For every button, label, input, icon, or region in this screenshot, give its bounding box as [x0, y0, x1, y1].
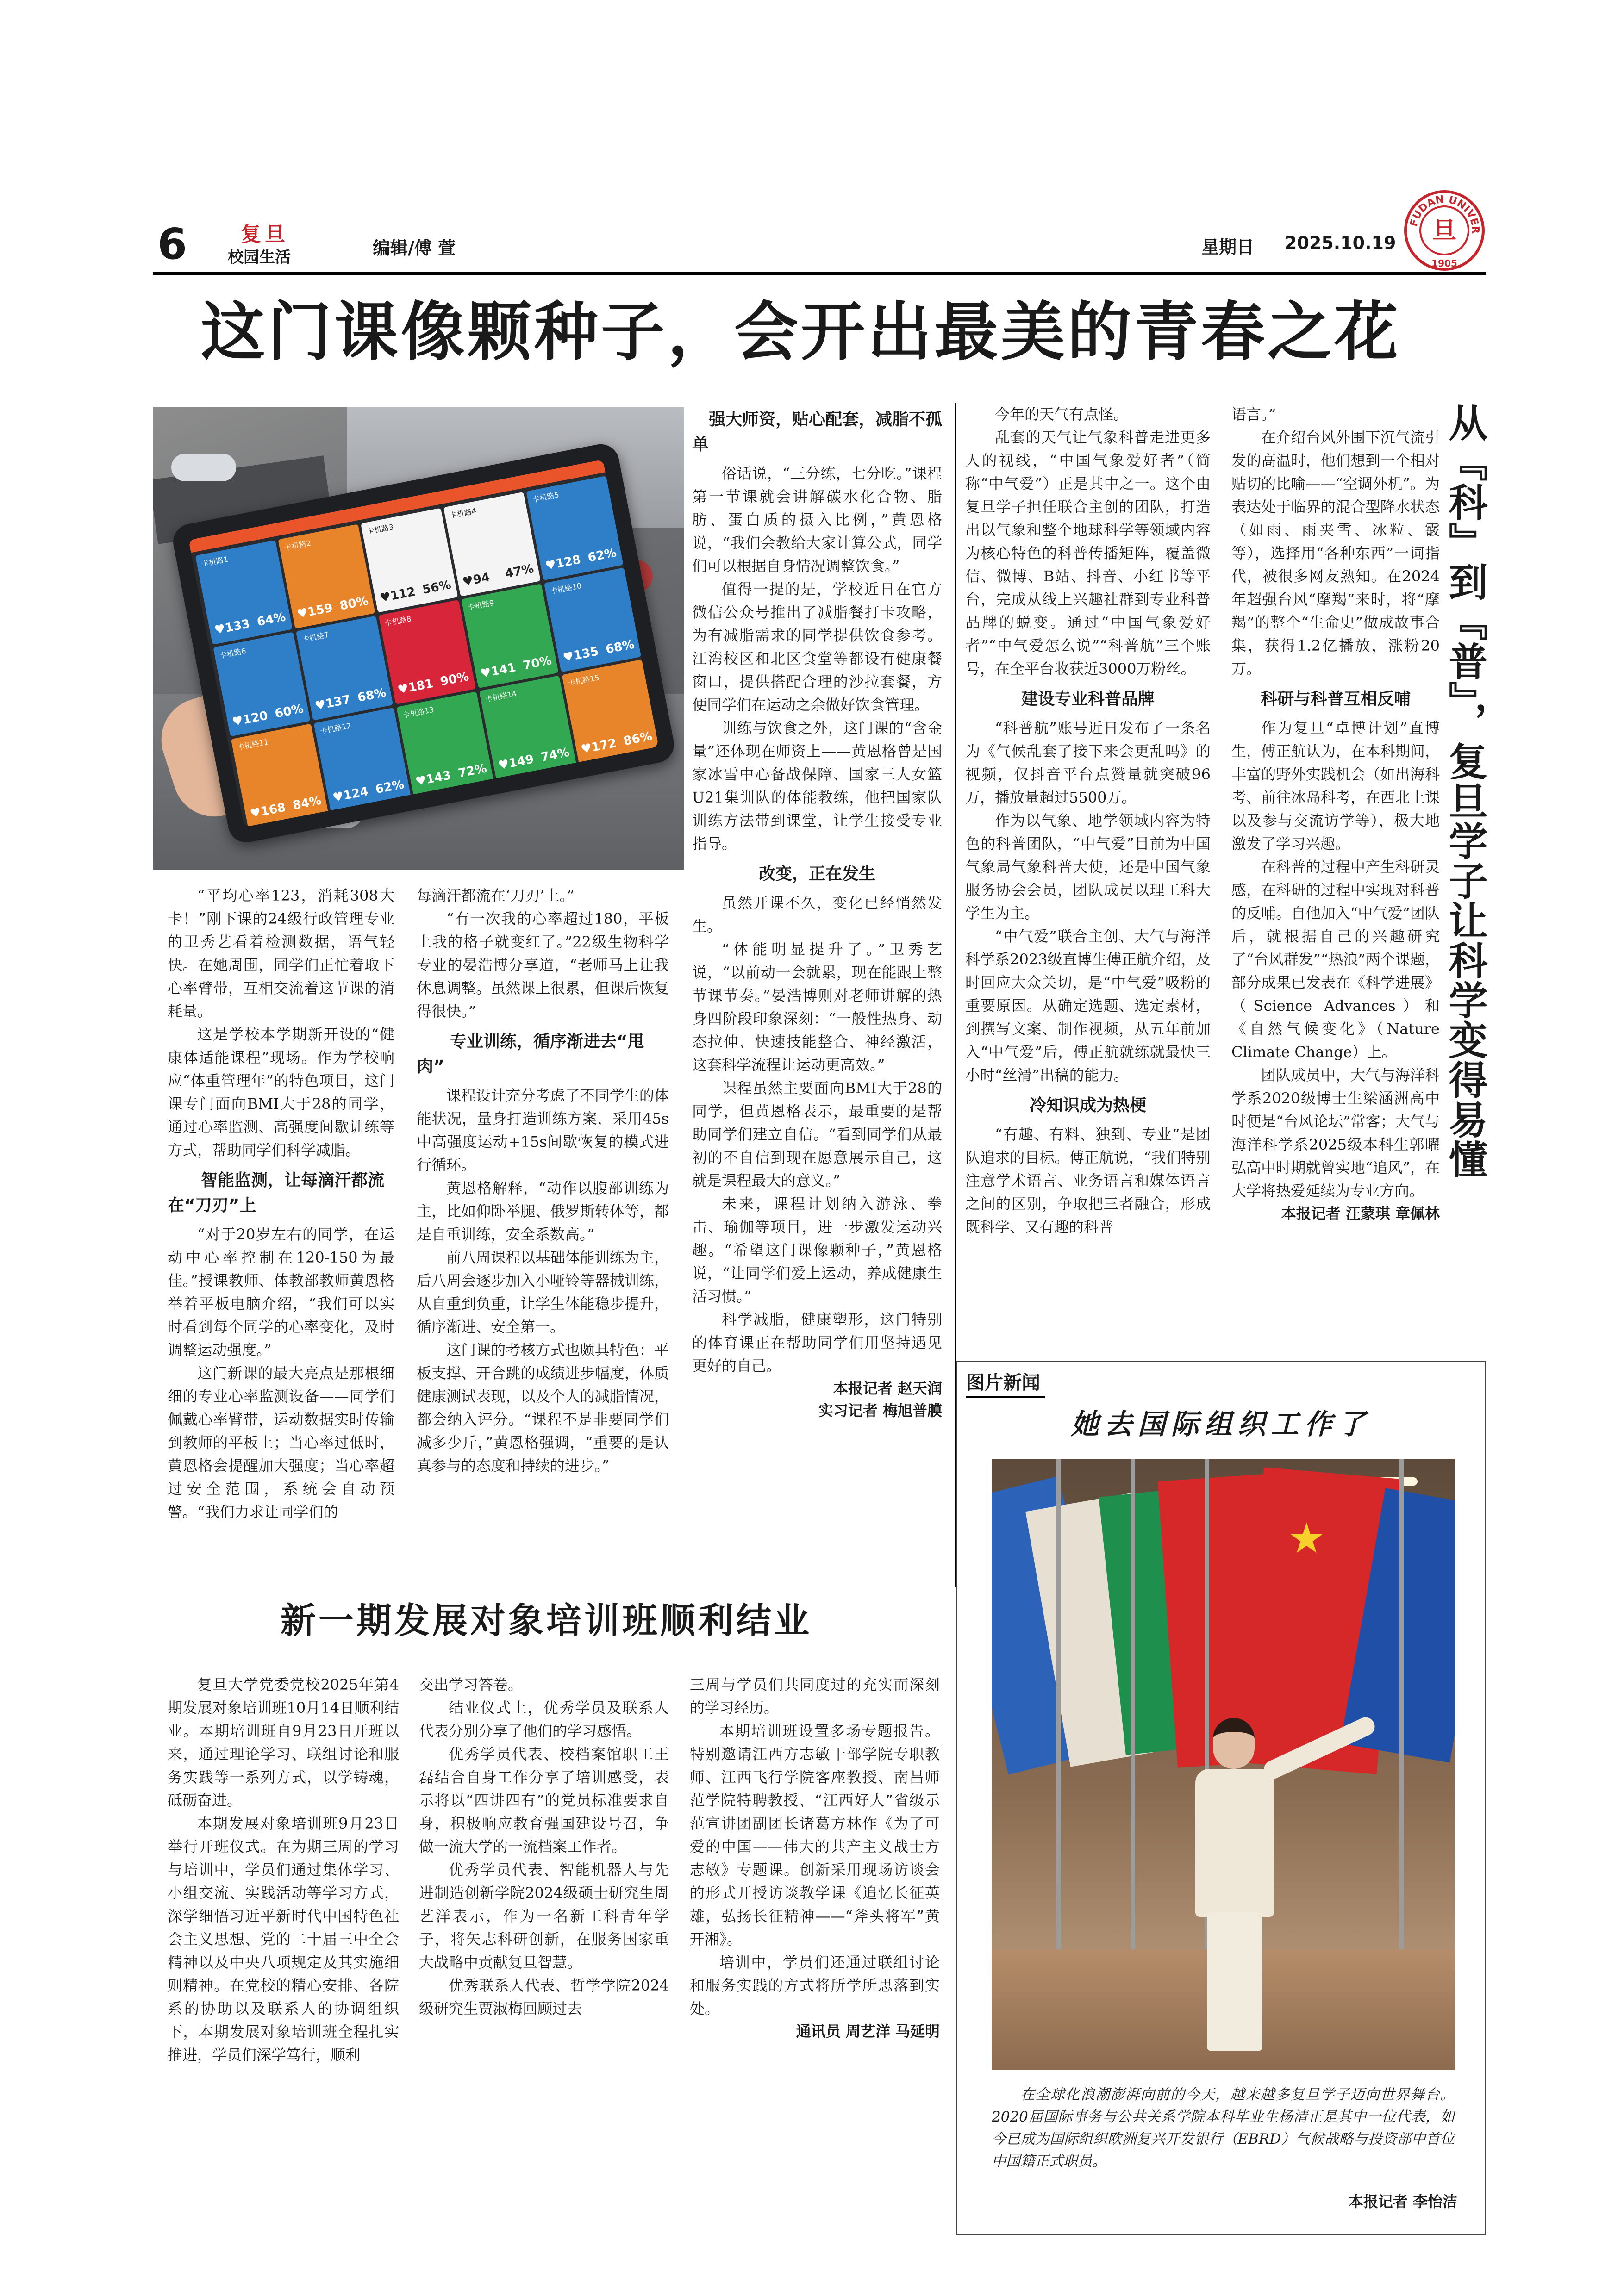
issue-date: 2025.10.19 [1285, 233, 1396, 253]
person-jacket [1195, 1769, 1274, 1917]
cell-percent: 68% [356, 685, 387, 705]
heart-rate-cell [461, 584, 558, 688]
cell-percent: 84% [291, 793, 323, 813]
paragraph: 前八周课程以基础体能训练为主，后八周会逐步加入小哑铃等器械训练，从自重到负重，让学生体能稳步提升，循序渐进、安全第一。 [417, 1249, 669, 1336]
cell-percent: 47% [504, 561, 535, 581]
cell-percent: 72% [457, 761, 488, 781]
paragraph: 三周与学员们共同度过的充实而深刻的学习经历。 [690, 1676, 940, 1717]
heart-rate-cell [361, 508, 458, 613]
paragraph: 作为以气象、地学领域内容为特色的科普团队，“中气爱”目前为中国气象局气象科普大使，还是中国气象服务协会会员，团队成员以理工科大学生为主。 [965, 812, 1211, 922]
cell-percent: 86% [622, 729, 654, 749]
side-headline: 从『科』到『普』，复旦学子让科学变得易懂 [1443, 403, 1488, 1179]
cell-percent: 70% [522, 653, 553, 673]
lead-headline: 这门课像颗种子，会开出最美的青春之花 [200, 295, 1401, 369]
paragraph: 优秀学员代表、校档案馆职工王磊结合自身工作分享了培训感受，表示将以“四讲四有”的党员标准要求自身，积极响应教育强国建设号召，争做一流大学的一流档案工作者。 [419, 1745, 669, 1855]
paragraph: “平均心率123，消耗308大卡！”刚下课的24级行政管理专业的卫秀艺看着检测数据，语气轻快。在她周围，同学们正忙着取下心率臂带，互相交流着这节课的消耗量。 [168, 887, 394, 1020]
heart-rate-cell [526, 476, 623, 580]
cell-heart-rate: ♥120 [231, 709, 269, 729]
cell-label: 卡机路11 [236, 737, 269, 752]
subheading: 建设专业科普品牌 [1021, 690, 1155, 709]
cell-heart-rate: ♥143 [414, 768, 452, 789]
paragraph: “有一次我的心率超过180，平板上我的格子就变红了。”22级生物科学专业的晏浩博分享道，“老师马上让我休息调整。虽然课上很累，但课后恢复得很快。” [417, 910, 669, 1020]
cell-percent: 60% [274, 702, 305, 721]
cell-label: 卡机路5 [531, 490, 560, 504]
cell-heart-rate: ♥94 [461, 570, 491, 590]
cell-percent: 90% [439, 669, 470, 689]
heart-rate-cell [562, 660, 659, 764]
paragraph: “有趣、有料、独到、专业”是团队追求的目标。傅正航说，“我们特别注意学术语言、业务语言和媒体语言之间的区别，争取把三者融合，形成既科学、又有趣的科普 [965, 1126, 1211, 1236]
paragraph: 黄恩格解释，“动作以腹部训练为主，比如仰卧举腿、俄罗斯转体等，都是自重训练，安全系数高。” [417, 1179, 669, 1243]
heart-rate-cell [544, 567, 641, 672]
cell-heart-rate: ♥141 [479, 660, 518, 681]
cell-percent: 62% [374, 778, 406, 797]
paragraph: 课程设计充分考虑了不同学生的体能状况，量身打造训练方案，采用45s中高强度运动+15s间歇恢复的模式进行循环。 [417, 1087, 669, 1174]
training-col-3 [690, 1673, 940, 2042]
cell-label: 卡机路4 [449, 506, 477, 520]
photo-news-caption: 在全球化浪潮澎湃向前的今天，越来越多复旦学子迈向世界舞台。2020届国际事务与公共关系学院本科毕业生杨清正是其中一位代表，如今已成为国际组织欧洲复兴开发银行（EBRD）气候战略与投资部中首位中国籍正式职员。 [992, 2086, 1455, 2170]
side-col-b [1231, 403, 1440, 1225]
cell-heart-rate: ♥181 [396, 676, 435, 697]
cell-label: 卡机路7 [301, 630, 330, 644]
paragraph: 这是学校本学期新开设的“健康体适能课程”现场。作为学校响应“体重管理年”的特色项目，这门课专门面向BMI大于28的同学，通过心率监测、高强度间歇训练等方式，帮助同学们科学减脂。 [168, 1026, 394, 1159]
photo-news-credit: 本报记者 李怡洁 [1348, 2193, 1457, 2210]
cell-heart-rate: ♥137 [313, 692, 352, 713]
paragraph: 科学减脂，健康塑形，这门特别的体育课正在帮助同学们用坚持遇见更好的自己。 [692, 1311, 942, 1375]
student-figure [171, 454, 236, 481]
flag-star: ★ [1288, 1514, 1325, 1563]
cell-heart-rate: ♥112 [378, 585, 417, 605]
photo-news-box [956, 1361, 1486, 2235]
paragraph: 今年的天气有点怪。 [995, 405, 1129, 423]
paragraph: 乱套的天气让气象科普走进更多人的视线，“中国气象爱好者”（简称“中气爱”）正是其中之一。这个由复旦学子担任联合主创的团队，打造出以气象和整个地球科学等领域内容为核心特色的科普传播矩阵，覆盖微信、微博、B站、抖音、小红书等平台，完成从线上兴趣社群到专业科普品牌的蜕变。通过“中国气象爱好者”“中气爱怎么说”“科普航”三个账号，在全平台收获近3000万粉丝。 [965, 429, 1211, 678]
paragraph: 作为复旦“卓博计划”直博生，傅正航认为，在本科期间，丰富的野外实践机会（如出海科考、前往冰岛科考，在西北上课以及参与交流访学等），极大地激发了学习兴趣。 [1231, 719, 1440, 852]
paragraph: 每滴汗都流在‘刀刃’上。” [417, 887, 575, 904]
cell-label: 卡机路6 [219, 646, 247, 660]
svg-text:1905: 1905 [1431, 258, 1457, 269]
cell-label: 卡机路10 [549, 581, 582, 596]
cell-label: 卡机路14 [484, 689, 518, 704]
byline: 本报记者 汪蒙琪 章佩林 [1281, 1205, 1440, 1222]
cell-heart-rate: ♥133 [213, 617, 251, 638]
training-col-1 [168, 1673, 399, 2066]
page-number: 6 [157, 219, 187, 269]
heart-rate-cell [231, 724, 328, 828]
paragraph: 这门新课的最大亮点是那根细细的专业心率监测设备——同学们佩戴心率臂带，运动数据实时传输到教师的平板上；当心率过低时，黄恩格会提醒加大强度；当心率超过安全范围，系统会自动预警。“我们力求让同学们的 [168, 1364, 394, 1521]
heart-rate-cell [195, 540, 293, 645]
heart-rate-cell [379, 600, 476, 704]
paragraph: 优秀联系人代表、哲学学院2024级研究生贾淑梅回顾过去 [419, 1977, 669, 2017]
cell-label: 卡机路8 [384, 614, 412, 628]
byline: 本报记者 赵天润 [833, 1380, 942, 1397]
subheading: 智能监测，让每滴汗都流在“刀刃”上 [168, 1171, 385, 1215]
paragraph: 复旦大学党委党校2025年第4期发展对象培训班10月14日顺利结业。本期培训班自9月23日开班以来，通过理论学习、联组讨论和服务实践等一系列方式，以学铸魂，砥砺奋进。 [168, 1676, 399, 1809]
paragraph: “中气爱”联合主创、大气与海洋科学系2023级直博生傅正航介绍，及时回应大众关切，是“中气爱”吸粉的重要原因。从确定选题、选定素材，到撰写文案、制作视频，从五年前加入“中气爱”后，傅正航就练就最快三小时“丝滑”出稿的能力。 [965, 927, 1211, 1084]
paragraph: 本期发展对象培训班9月23日举行开班仪式。在为期三周的学习与培训中，学员们通过集体学习、小组交流、实践活动等学习方式，深学细悟习近平新时代中国特色社会主义思想、党的二十届三中全会精神以及中央八项规定及其实施细则精神。在党校的精心安排、各院系的协助以及联系人的协调组织下，本期发展对象培训班全程扎实推进，学员们深学笃行，顺利 [168, 1815, 399, 2064]
cell-heart-rate: ♥149 [497, 752, 535, 773]
lead-col-1 [168, 884, 394, 1524]
paragraph: 值得一提的是，学校近日在官方微信公众号推出了减脂餐打卡攻略，为有减脂需求的同学提供饮食参考。江湾校区和北区食堂等都设有健康餐窗口，提供搭配合理的沙拉套餐，方便同学们在运动之余做好饮食管理。 [692, 580, 942, 714]
heart-rate-cell [314, 708, 411, 812]
training-col-2 [419, 1673, 669, 2020]
cell-label: 卡机路9 [467, 598, 495, 612]
tablet-screen [188, 460, 659, 827]
cell-label: 卡机路3 [366, 522, 394, 536]
cell-percent: 74% [539, 745, 571, 765]
cell-label: 卡机路12 [319, 721, 352, 736]
cell-label: 卡机路2 [283, 538, 312, 553]
heart-rate-cell [396, 691, 493, 796]
paragraph: 交出学习答卷。 [419, 1676, 523, 1693]
photo-news-title: 她去国际组织工作了 [1071, 1408, 1371, 1441]
university-seal [1403, 189, 1486, 272]
paragraph: “对于20岁左右的同学，在运动中心率控制在120-150为最佳。”授课教师、体教部教师黄恩格举着平板电脑介绍，“我们可以实时看到每个同学的心率变化，及时调整运动强度。” [168, 1226, 394, 1359]
paper-name: 复旦 [241, 223, 289, 246]
lead-photo [153, 407, 684, 870]
paragraph: 结业仪式上，优秀学员及联系人代表分别分享了他们的学习感悟。 [419, 1699, 669, 1740]
cell-percent: 62% [587, 546, 618, 565]
byline: 实习记者 梅旭普膜 [818, 1402, 942, 1419]
heart-rate-cell [443, 492, 541, 597]
column-rule [955, 403, 956, 1587]
person-legs [1207, 1912, 1262, 2051]
subheading: 改变，正在发生 [758, 865, 875, 884]
photo-news-image [992, 1459, 1455, 2070]
cell-heart-rate: ♥135 [562, 644, 600, 665]
heart-rate-cell [296, 616, 393, 721]
cell-heart-rate: ♥168 [249, 800, 287, 821]
paragraph: 优秀学员代表、智能机器人与先进制造创新学院2024级硕士研究生周艺洋表示，作为一名新工科青年学子，将矢志科研创新，在服务国家重大战略中贡献复旦智慧。 [419, 1861, 669, 1971]
subheading: 科研与科普互相反哺 [1260, 690, 1411, 709]
cell-heart-rate: ♥172 [580, 736, 618, 757]
cell-heart-rate: ♥159 [296, 601, 334, 622]
cell-label: 卡机路1 [200, 554, 229, 569]
lead-col-2 [417, 884, 669, 1477]
side-col-a [965, 403, 1211, 1238]
cell-percent: 68% [604, 637, 636, 657]
cell-heart-rate: ♥124 [331, 784, 370, 805]
cell-percent: 56% [421, 578, 452, 597]
training-headline: 新一期发展对象培训班顺利结业 [281, 1600, 812, 1641]
cell-label: 卡机路13 [402, 705, 435, 720]
svg-text:旦: 旦 [1432, 217, 1457, 245]
paragraph: 未来，课程计划纳入游泳、拳击、瑜伽等项目，进一步激发运动兴趣。“希望这门课像颗种子，”黄恩格说，“让同学们爱上运动，养成健康生活习惯。” [692, 1195, 942, 1305]
paragraph: 在科普的过程中产生科研灵感，在科研的过程中实现对科普的反哺。自他加入“中气爱”团队后，就根据自己的兴趣研究了“台风群发”“热浪”两个课题，部分成果已发表在《科学进展》（Science Advances）和《自然气候变化》（Nature Climate Change）上。 [1231, 858, 1440, 1061]
paragraph: 团队成员中，大气与海洋科学系2020级博士生梁涵洲高中时便是“台风论坛”常客；大气与海洋科学系2025级本科生郭曜弘高中时期就曾实地“追风”，在大学将热爱延续为专业方向。 [1231, 1066, 1440, 1200]
heart-rate-cell [213, 632, 310, 736]
cell-percent: 80% [338, 594, 370, 613]
cell-percent: 64% [256, 610, 287, 629]
paragraph: 本期培训班设置多场专题报告。特别邀请江西方志敏干部学院专职教师、江西飞行学院客座教授、南昌师范学院特聘教授、“江西好人”省级示范宣讲团副团长诸葛方林作《为了可爱的中国——伟大的共产主义战士方志敏》专题课。创新采用现场访谈会的形式开授访谈教学课《追忆长征英雄，弘扬长征精神——“斧头将军”黄开湘》。 [690, 1722, 940, 1948]
section-name: 校园生活 [228, 248, 291, 267]
paragraph: 培训中，学员们还通过联组讨论和服务实践的方式将所学所思落到实处。 [690, 1954, 940, 2017]
paragraph: 课程虽然主要面向BMI大于28的同学，但黄恩格表示，最重要的是帮助同学们建立自信。“看到同学们从最初的不自信到现在愿意展示自己，这就是课程最大的意义。” [692, 1079, 942, 1189]
paragraph: 在介绍台风外围下沉气流引发的高温时，他们想到一个相对贴切的比喻——“空调外机”。为表达处于临界的混合型降水状态（如雨、雨夹雪、冰粒、霰等），选择用“各种东西”一词指代，被很多网友熟知。在2024年超强台风“摩羯”来时，将“摩羯”的整个“生命史”做成故事合集，获得1.2亿播放，涨粉20万。 [1231, 429, 1440, 678]
photo-news-label: 图片新闻 [966, 1368, 1045, 1398]
paragraph: 俗话说，“三分练，七分吃。”课程第一节课就会讲解碳水化合物、脂肪、蛋白质的摄入比例，”黄恩格说，“我们会教给大家计算公式，同学们可以根据自身情况调整饮食。” [692, 465, 942, 575]
paragraph: 语言。” [1231, 405, 1276, 423]
byline: 通讯员 周艺洋 马延明 [796, 2022, 940, 2040]
cell-label: 卡机路15 [567, 673, 600, 688]
subheading: 专业训练，循序渐进去“甩肉” [417, 1032, 644, 1076]
cell-heart-rate: ♥128 [544, 553, 582, 573]
paragraph: 虽然开课不久，变化已经悄然发生。 [692, 894, 942, 935]
subheading: 冷知识成为热梗 [1029, 1096, 1146, 1115]
paragraph: “科普航”账号近日发布了一条名为《气候乱套了接下来会更乱吗》的视频，仅抖音平台点赞量就突破96万，播放量超过5500万。 [965, 719, 1211, 806]
heart-rate-cell [278, 524, 375, 628]
paragraph: 这门课的考核方式也颇具特色：平板支撑、开合跳的成绩进步幅度，体质健康测试表现，以及个人的减脂情况，都会纳入评分。“课程不是非要同学们减多少斤，”黄恩格强调，“重要的是认真参与的态度和持续的进步。” [417, 1341, 669, 1475]
masthead-rule [153, 272, 1486, 275]
issue-weekday: 星期日 [1201, 237, 1255, 257]
lead-col-3 [692, 407, 942, 1422]
paragraph: 训练与饮食之外，这门课的“含金量”还体现在师资上——黄恩格曾是国家冰雪中心备战保障、国家三人女篮U21集训队的体能教练，他把国家队训练方法带到课堂，让学生接受专业指导。 [692, 719, 942, 852]
person-head [1213, 1718, 1255, 1769]
svg-text:FUDAN UNIVERSITY: FUDAN UNIVER [1408, 193, 1481, 234]
subheading: 强大师资，贴心配套，减脂不孤单 [692, 410, 943, 454]
editor-credit: 编辑/傅 萱 [373, 238, 456, 258]
heart-rate-cell [479, 675, 576, 780]
paragraph: “体能明显提升了。”卫秀艺说，“以前动一会就累，现在能跟上整节课节奏。”晏浩博则对老师讲解的热身四阶段印象深刻：“一般性热身、动态拉伸、快速技能整合、神经激活，这套科学流程让运动更高效。” [692, 940, 942, 1074]
